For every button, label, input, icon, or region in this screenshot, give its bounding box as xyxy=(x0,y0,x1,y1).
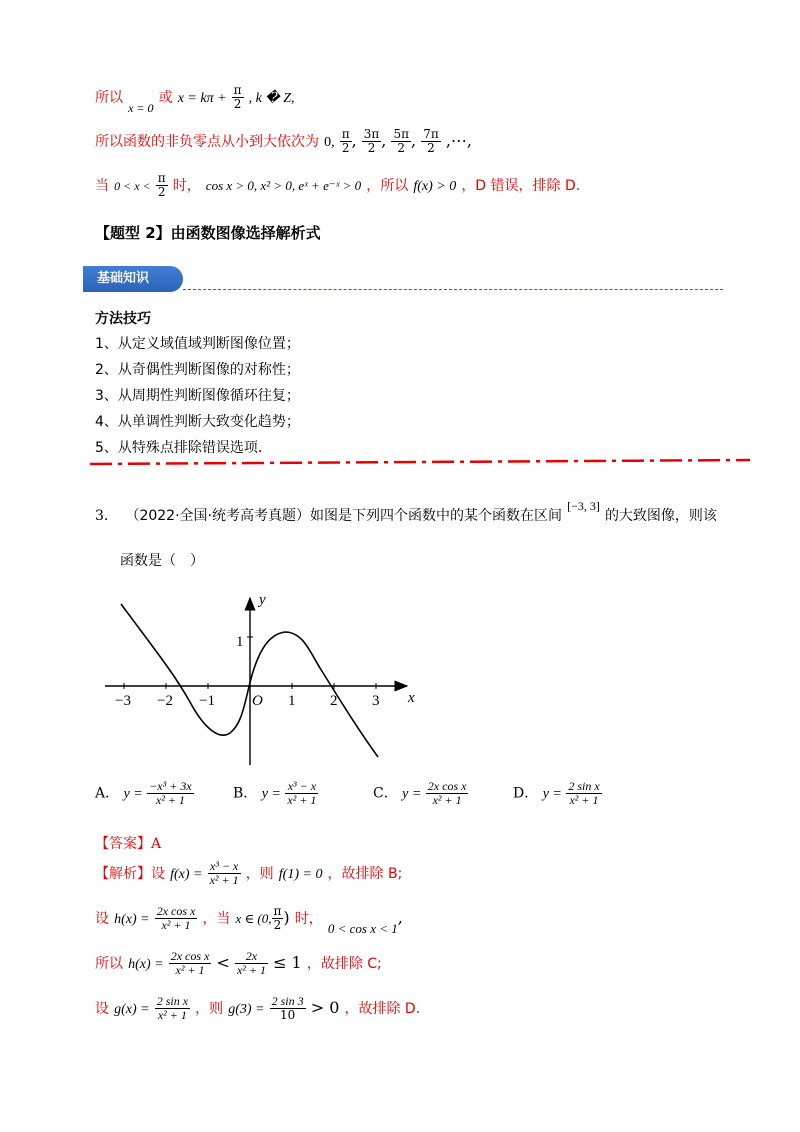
line-1 xyxy=(95,83,295,115)
option-b[interactable]: B． y = $\frac{\text{x³ − x}}{\text{x² + 1}}$ xyxy=(233,779,317,807)
answer-value: A xyxy=(151,836,162,852)
line1-eq2: x = kπ + xyxy=(177,91,227,106)
method-item-2: 2、从奇偶性判断图像的对称性； xyxy=(95,362,300,378)
seq-frac-4: $\frac{7\pi}{2}$ xyxy=(423,127,439,155)
tick-label-neg3: −3 xyxy=(115,693,131,709)
line3-time: 时， xyxy=(172,178,201,194)
line1-eq1: x = 0 xyxy=(128,101,154,115)
option-d[interactable]: D． y = $\frac{\text{2 sin x}}{\text{x² + 1}}$ xyxy=(513,779,600,807)
option-c[interactable]: C． y = $\frac{\text{2x cos x}}{\text{x² + 1}}$ xyxy=(373,779,467,807)
line3-cond: 0 < x < xyxy=(114,179,151,193)
method-item-1: 1、从定义域值域判断图像位置； xyxy=(95,336,300,352)
line1-prefix: 所以 xyxy=(95,90,123,106)
analysis-line-3: 所以 h(x) = $\frac{\text{2x cos x}}{\text{x² + 1}}$ < $\frac{2x}{\text{x² + 1}}$ ≤ 1 ，故排除 C; xyxy=(95,949,382,977)
line1-or: 或 xyxy=(158,90,173,106)
dashed-divider xyxy=(183,289,723,290)
section-title: 【题型 2】由函数图像选择解析式 xyxy=(95,224,321,242)
line3-conclusion: ，D 错误，排除 D. xyxy=(461,178,581,194)
line3-when: 当 xyxy=(95,178,109,194)
line1-tail: , k � Z, xyxy=(248,91,295,106)
tick-label-neg1: −1 xyxy=(199,693,215,709)
method-item-5: 5、从特殊点排除错误选项. xyxy=(95,440,263,456)
tick-label-3: 3 xyxy=(372,693,380,709)
seq-frac-2: $\frac{3\pi}{2}$ xyxy=(363,127,380,155)
x-axis-label: x xyxy=(408,690,415,706)
line3-ineq: cos x > 0, x² > 0, eˣ + e⁻ˣ > 0 xyxy=(205,178,362,193)
question xyxy=(95,499,717,525)
y-axis-label: y xyxy=(259,592,266,608)
question-number: 3. xyxy=(95,508,109,524)
line-3 xyxy=(95,172,580,199)
option-a[interactable]: A． y = $\frac{\text{−x³ + 3x}}{\text{x² + 1}}$ xyxy=(95,779,192,807)
question-text: （2022·全国·统考高考真题）如图是下列四个函数中的某个函数在区间 xyxy=(125,508,562,524)
seq-frac-1: $\frac{\pi}{2}$ xyxy=(341,127,350,155)
tick-label-1: 1 xyxy=(288,693,296,709)
line2-text: 所以函数的非负零点从小到大依次为 xyxy=(95,134,319,150)
tick-label-2: 2 xyxy=(330,693,338,709)
function-graph xyxy=(95,590,425,770)
method-item-3: 3、从周期性判断图像循环往复； xyxy=(95,388,300,404)
knowledge-badge: 基础知识 xyxy=(83,266,183,292)
question-text3: 函数是（ ） xyxy=(120,553,204,569)
answer-label: 【答案】 xyxy=(95,836,151,852)
red-dash-divider xyxy=(90,458,750,468)
line2-seq-0: 0, xyxy=(324,135,335,150)
analysis-line-4: 设 g(x) = $\frac{\text{2 sin x}}{\text{x² + 1}}$ ，则 g(3) = $\frac{2 \sin 3}{10}$ > 0 ，故排除 D. xyxy=(95,994,421,1022)
origin-label: O xyxy=(252,693,263,709)
line1-frac: $\frac{\pi}{2}$ xyxy=(233,83,242,111)
y-tick-label-1: 1 xyxy=(236,634,244,650)
line3-fx: f(x) > 0 xyxy=(413,179,457,194)
seq-frac-3: $\frac{5\pi}{2}$ xyxy=(393,127,410,155)
method-title: 方法技巧 xyxy=(95,311,151,327)
line3-so: ，所以 xyxy=(366,178,409,194)
question-text2: 的大致图像，则该 xyxy=(604,508,717,524)
line-2: 所以函数的非负零点从小到大依次为 0, $\frac{\pi}{2}$ , $\frac{3\pi}{2}$ , $\frac{5\pi}{2}$ , $\frac{7\pi}{2}$ ,⋯, xyxy=(95,127,472,155)
analysis-line-2: 设 h(x) = $\frac{\text{2x cos x}}{\text{x² + 1}}$ ，当 x ∈ (0, $\frac{\pi}{2}$ ) 时， $_{0 < cos x < 1}$, xyxy=(95,904,403,936)
line2-seq-5: ,⋯, xyxy=(445,131,472,150)
method-item-4: 4、从单调性判断大致变化趋势； xyxy=(95,414,300,430)
analysis-line-1: 【解析】设 f(x) = $\frac{\text{x³ − x}}{\text{x² + 1}}$ ，则 f(1) = 0 ，故排除 B; xyxy=(95,859,403,887)
answer xyxy=(95,833,161,853)
question-interval: [−3, 3] xyxy=(567,499,600,513)
tick-label-neg2: −2 xyxy=(157,693,173,709)
line3-frac: $\frac{\pi}{2}$ xyxy=(157,171,166,199)
